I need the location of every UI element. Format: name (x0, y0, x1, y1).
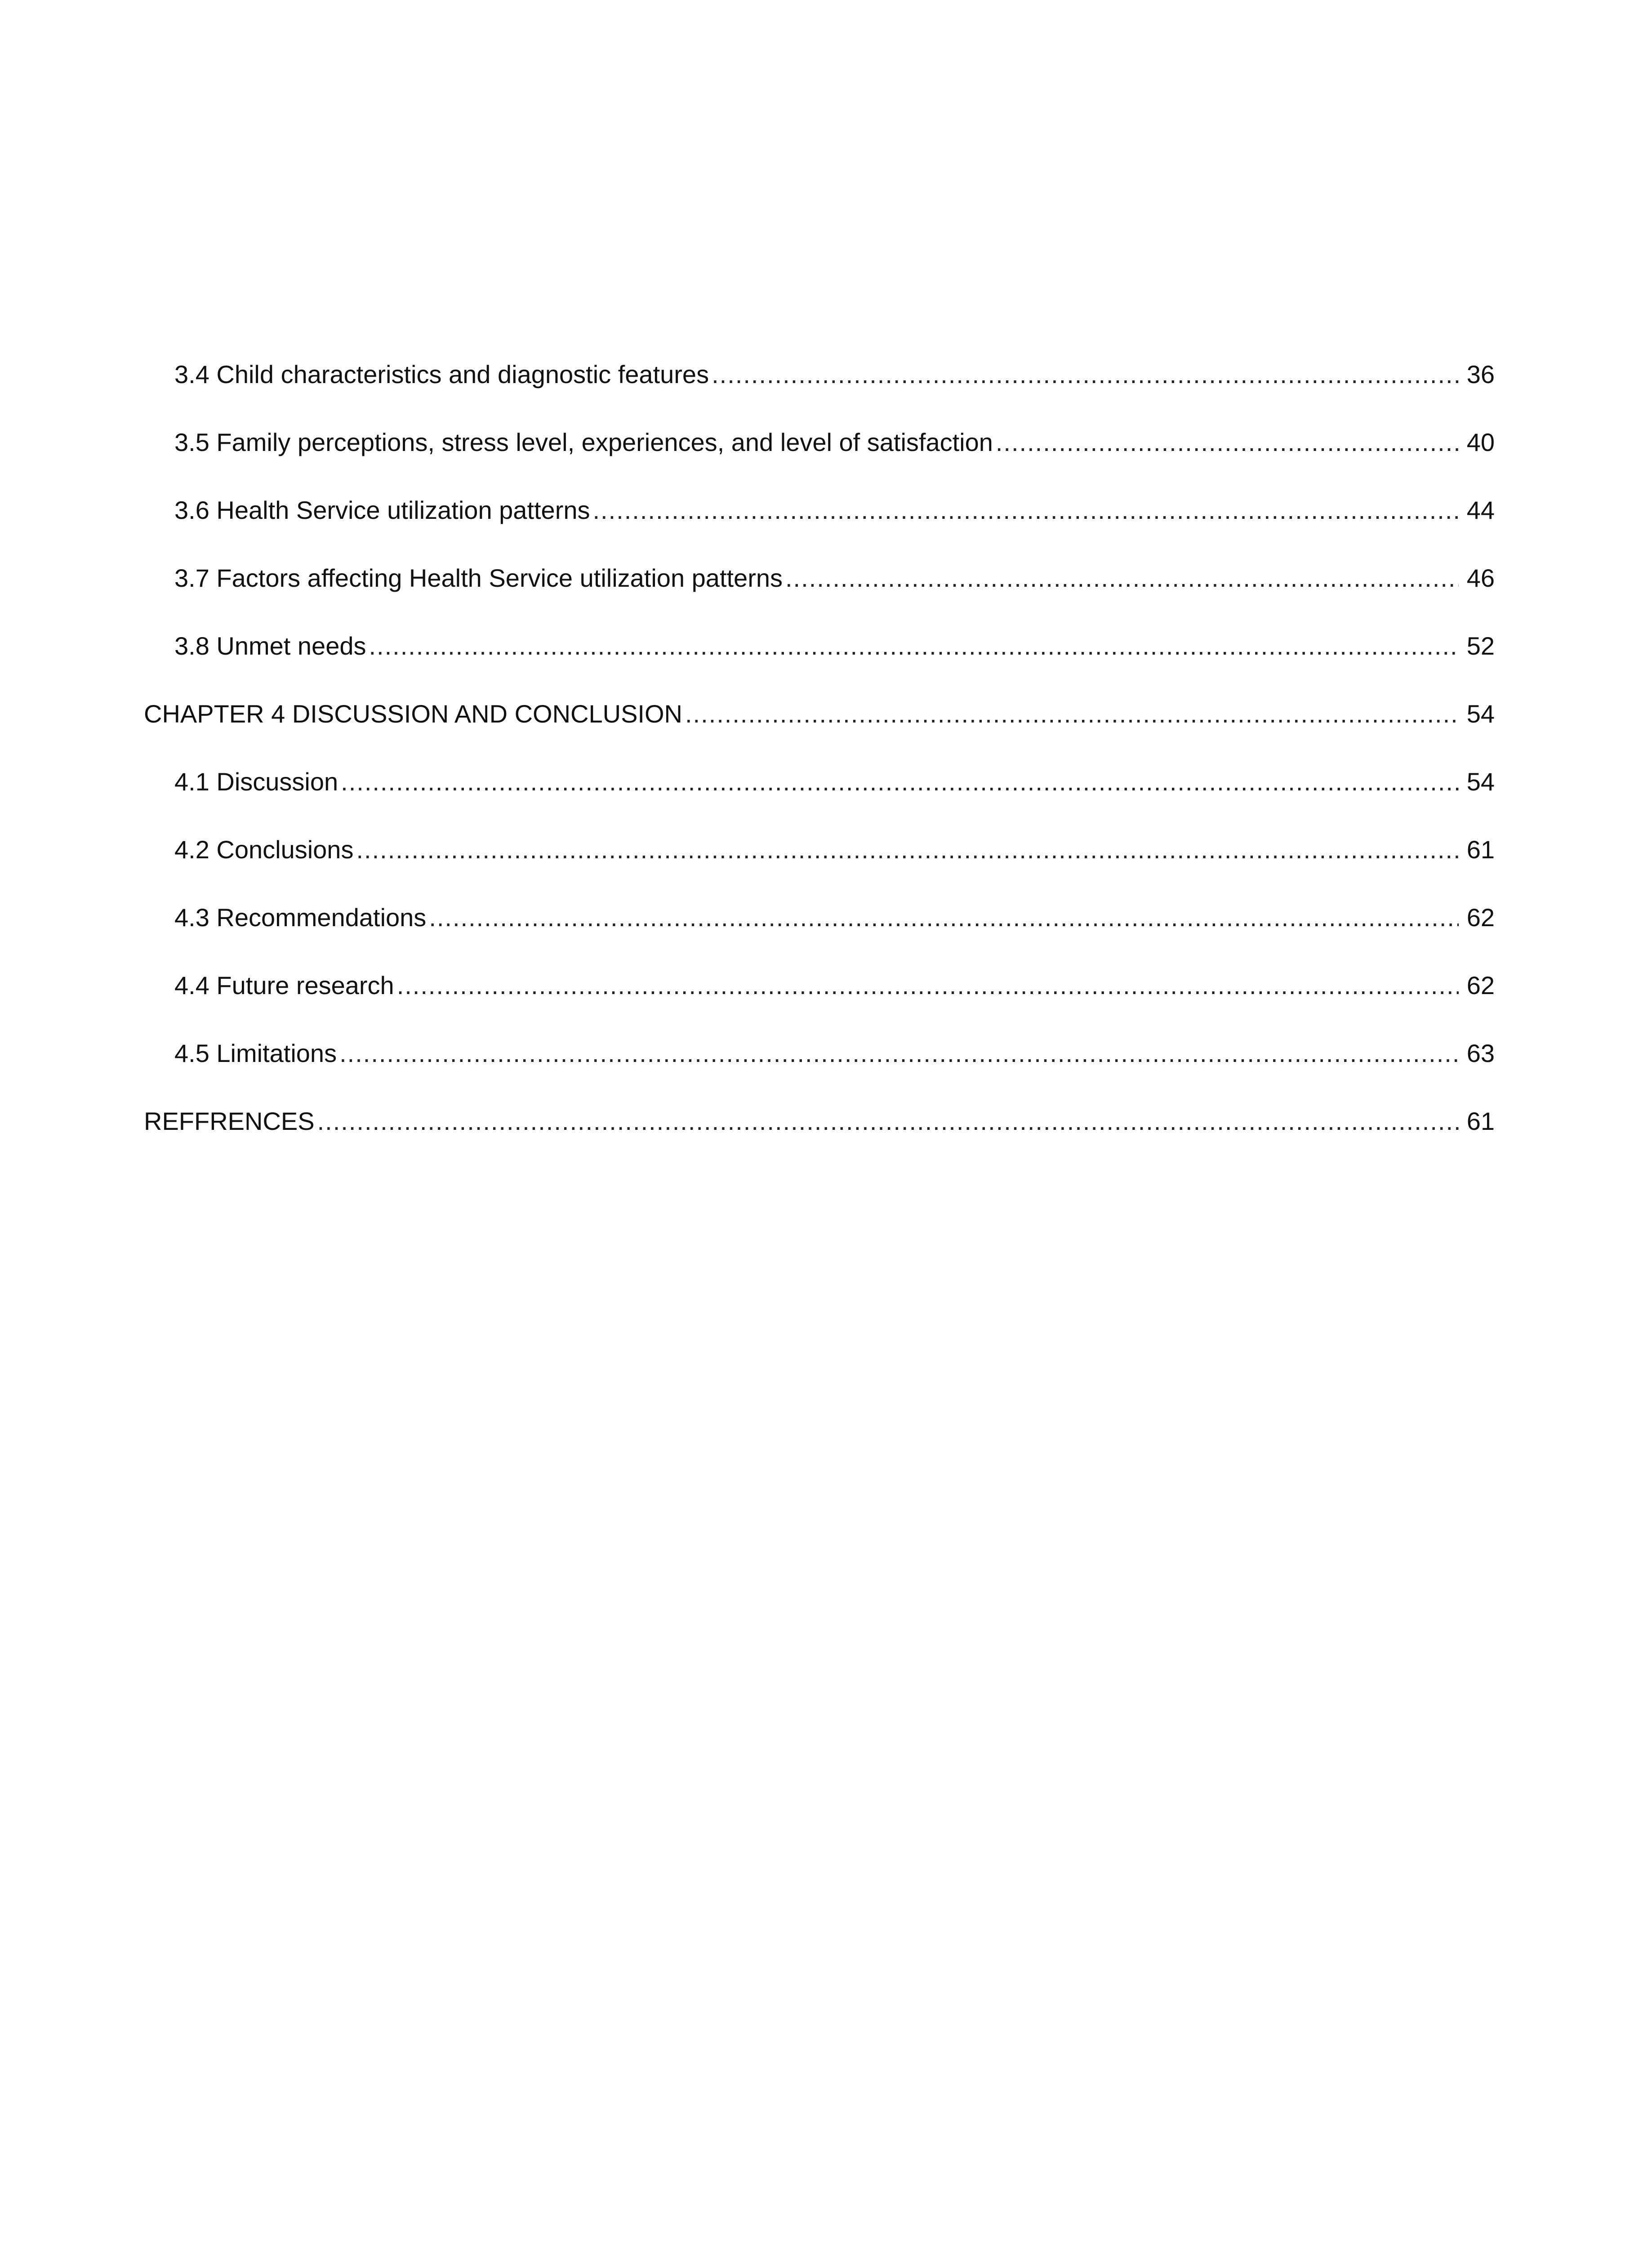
dot-leader (785, 566, 1459, 591)
toc-entry-3-6[interactable] (144, 498, 1495, 566)
toc-entry-4-3[interactable] (144, 905, 1495, 973)
toc-entry-3-8[interactable] (144, 633, 1495, 701)
toc-entry-page-number: 62 (1466, 971, 1495, 999)
toc-entry-title: 4.2 Conclusions (174, 835, 354, 864)
toc-entry-title: 3.4 Child characteristics and diagnostic features (174, 360, 709, 388)
toc-entry-chapter-4[interactable] (144, 701, 1495, 769)
toc-entry-title: 4.1 Discussion (174, 767, 338, 796)
toc-entry-title: 3.7 Factors affecting Health Service utilization patterns (174, 564, 783, 592)
dot-leader (685, 701, 1459, 727)
toc-entry-page-number: 40 (1466, 428, 1495, 456)
toc-entry-title: REFFRENCES (144, 1107, 315, 1135)
dot-leader (317, 1109, 1459, 1134)
toc-entry-references[interactable] (144, 1109, 1495, 1177)
toc-entry-3-5[interactable] (144, 430, 1495, 498)
toc-entry-3-4[interactable] (144, 362, 1495, 430)
toc-entry-title: 3.5 Family perceptions, stress level, experiences, and level of satisfaction (174, 428, 993, 456)
toc-entry-title: 3.8 Unmet needs (174, 632, 366, 660)
dot-leader (341, 769, 1459, 794)
toc-entry-4-2[interactable] (144, 837, 1495, 905)
dot-leader (369, 633, 1458, 659)
toc-entry-page-number: 63 (1466, 1039, 1495, 1067)
toc-entry-page-number: 62 (1466, 903, 1495, 932)
dot-leader (397, 973, 1459, 998)
toc-entry-4-5[interactable] (144, 1041, 1495, 1109)
toc-entry-page-number: 54 (1466, 700, 1495, 728)
dot-leader (339, 1041, 1459, 1066)
toc-entry-3-7[interactable] (144, 566, 1495, 633)
toc-entry-4-4[interactable] (144, 973, 1495, 1041)
toc-entry-page-number: 52 (1466, 632, 1495, 660)
table-of-contents (144, 362, 1495, 1177)
dot-leader (356, 837, 1458, 862)
toc-entry-4-1[interactable] (144, 769, 1495, 837)
toc-entry-page-number: 46 (1466, 564, 1495, 592)
toc-entry-title: 4.4 Future research (174, 971, 394, 999)
toc-entry-title: 4.3 Recommendations (174, 903, 427, 932)
dot-leader (996, 430, 1459, 455)
toc-entry-title: CHAPTER 4 DISCUSSION AND CONCLUSION (144, 700, 682, 728)
dot-leader (429, 905, 1458, 930)
dot-leader (712, 362, 1459, 387)
toc-entry-page-number: 54 (1466, 767, 1495, 796)
toc-entry-title: 4.5 Limitations (174, 1039, 337, 1067)
toc-entry-title: 3.6 Health Service utilization patterns (174, 496, 590, 524)
toc-entry-page-number: 61 (1466, 1107, 1495, 1135)
toc-entry-page-number: 61 (1466, 835, 1495, 864)
dot-leader (593, 498, 1459, 523)
toc-entry-page-number: 44 (1466, 496, 1495, 524)
toc-entry-page-number: 36 (1466, 360, 1495, 388)
